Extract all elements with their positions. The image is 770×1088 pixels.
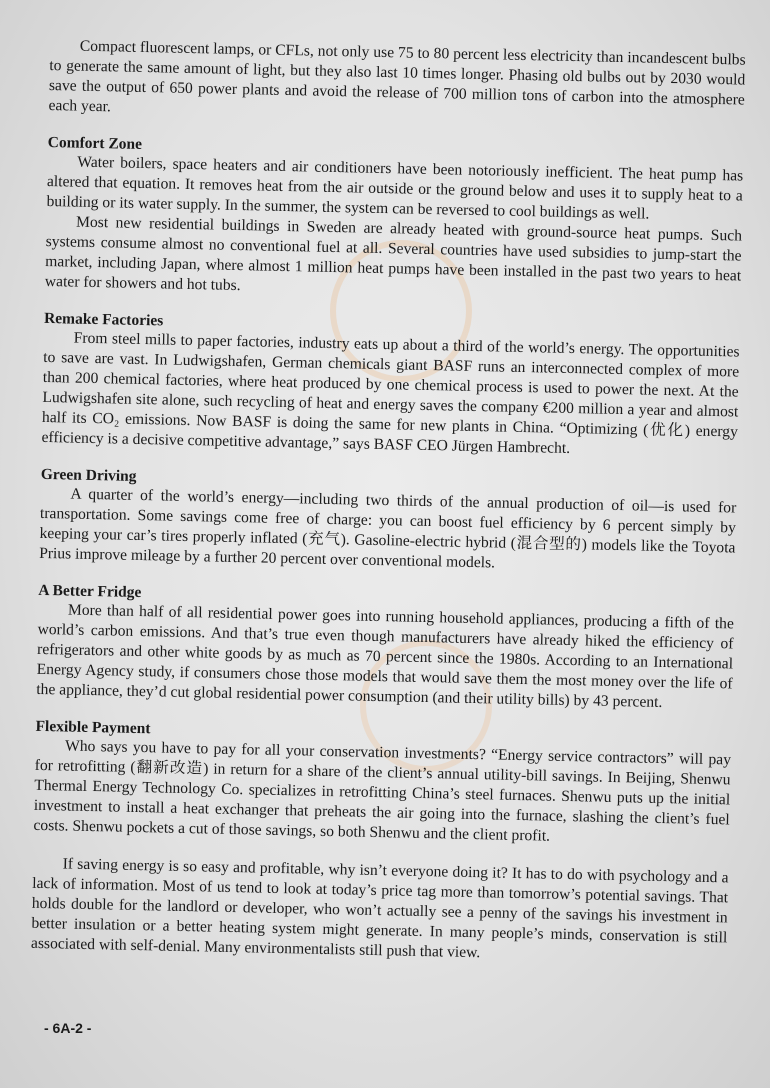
section-heading: Flexible Payment xyxy=(35,717,151,738)
paragraph: From steel mills to paper factories, industry eats up about a third of the world’s energy. The opportunities to save are vast. In Ludwigshafen, German chemicals giant BASF runs an interconnected complex of more than 200 chemical factories, where heat produced by one chemical process is used to power the next. At the Ludwigshafen site alone, such recycling of heat and energy saves the company €200 million a year and almost half its CO₂ emissions. Now BASF is doing the same for new plants in China. “Optimizing (优化) energy efficiency is a decisive competitive advantage,” says BASF CEO Jürgen Hambrecht. xyxy=(41,329,740,457)
paragraph: Water boilers, space heaters and air conditioners have been notoriously inefficient. The heat pump has altered that equation. It removes heat from the air outside or the ground below and uses it to supply heat to a building or its water supply. In the summer, the system can be reversed to cool buildings as well. xyxy=(46,153,744,223)
section-heading: A Better Fridge xyxy=(38,581,142,602)
section-comfort-zone xyxy=(45,134,744,307)
paragraph: Compact fluorescent lamps, or CFLs, not only use 75 to 80 percent less electricity than incandescent bulbs to generate the same amount of light, but they also last 10 times longer. Phasing old bulbs out by 2030 would save the output of 650 power plants and avoid the release of 700 million tons of carbon into the atmosphere each year. xyxy=(48,37,746,116)
section-better-fridge xyxy=(36,582,734,715)
section-green-driving xyxy=(39,466,737,579)
section-flexible-payment xyxy=(33,718,731,851)
section-heading: Comfort Zone xyxy=(47,133,143,153)
page-number: - 6A-2 - xyxy=(44,1020,92,1036)
section-heading: Remake Factories xyxy=(43,309,164,330)
article-body xyxy=(31,36,746,968)
paragraph: Most new residential buildings in Sweden are already heated with ground-source heat pumps. Such systems consume almost no conventional fuel at all. Several countries have used subsidies to jump-start the market, including Japan, where almost 1 million heat pumps have been installed in the past two years to heat water for showers and hot tubs. xyxy=(44,213,743,295)
paragraph: Who says you have to pay for all your conservation investments? “Energy service contractors” will pay for retrofitting (翻新改造) in return for a share of the client’s annual utility-bill savings. In Beijing, Shenwu Thermal Energy Technology Co. specializes in retrofitting China’s steel furnaces. Shenwu puts up the initial investment to install a heat exchanger that preheats the air going into the furnace, slashing the client’s fuel costs. Shenwu pockets a cut of those savings, so both Shenwu and the client profit. xyxy=(33,737,732,845)
paragraph: More than half of all residential power goes into running household appliances, producing a fifth of the world’s carbon emissions. And that’s true even though manufacturers have already hiked the efficiency of refrigerators and other white goods by as much as 70 percent since the 1980s. According to an International Energy Agency study, if consumers chose those models that would save them the most money over the life of the appliance, they’d cut global residential power consumption (and their utility bills) by 43 percent. xyxy=(36,601,735,711)
section-conclusion xyxy=(31,854,729,969)
section-remake-factories xyxy=(41,310,740,463)
paragraph: A quarter of the world’s energy—including two thirds of the annual production of oil—is used for transportation. Some savings come free of charge: you can boost fuel efficiency by 6 percent simply by keeping your car’s tires properly inflated (充气). Gasoline-electric hybrid (混合型的) models like the Toyota Prius improve mileage by a further 20 percent over conventional models. xyxy=(38,485,737,572)
section-heading: Green Driving xyxy=(40,465,137,485)
paragraph: If saving energy is so easy and profitable, why isn’t everyone doing it? It has to do with psychology and a lack of information. Most of us tend to look at today’s price tag more than tomorrow’s potential savings. That holds double for the landlord or developer, who won’t actually see a penny of the savings his investment in better insulation or a better heating system might generate. In many people’s minds, conservation is still associated with self-denial. Many environmentalists still push that view. xyxy=(30,855,729,962)
section-intro xyxy=(48,36,746,131)
